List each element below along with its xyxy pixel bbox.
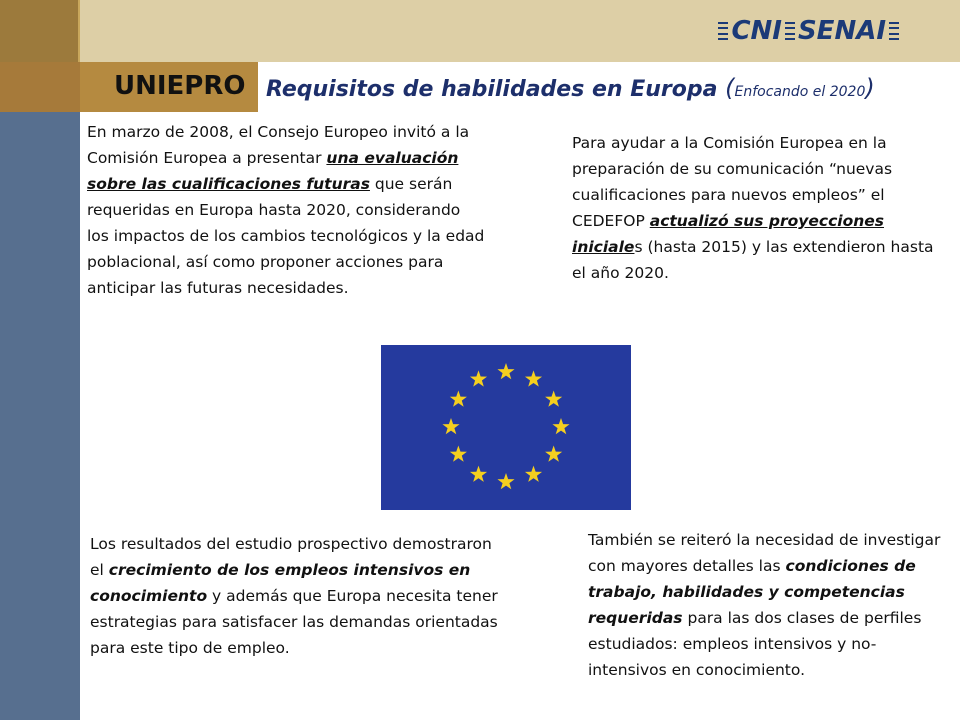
left-side-bar bbox=[0, 112, 80, 720]
left-corner-block bbox=[0, 0, 80, 62]
org-label-box bbox=[80, 62, 258, 112]
paragraph-council: En marzo de 2008, el Consejo Europeo invitó a la Comisión Europea a presentar una evaluación sobre las cualificaciones futuras que serán requeridas en Europa hasta 2020, considerando los impactos de los cambios tecnológicos y la edad poblacional, así como proponer acciones para anticipar las futuras necesidades. bbox=[87, 123, 485, 297]
flag-star-icon bbox=[470, 370, 487, 386]
flag-star-icon bbox=[545, 446, 562, 462]
flag-star-icon bbox=[525, 370, 542, 386]
top-band bbox=[80, 0, 960, 62]
cni-senai-logo bbox=[715, 16, 902, 46]
flag-star-icon bbox=[470, 466, 487, 482]
title-paren-close: ) bbox=[865, 74, 875, 102]
flag-star-icon bbox=[450, 391, 467, 407]
eu-flag-icon bbox=[381, 345, 631, 510]
paragraph-research: También se reiteró la necesidad de investigar con mayores detalles las condiciones de trabajo, habilidades y competencias requeridas para las dos clases de perfiles estudiados: empleos intensivos y no-intensivos en conocimiento. bbox=[588, 531, 941, 679]
flag-star-icon bbox=[497, 363, 514, 379]
org-label: UNIEPRO bbox=[114, 71, 246, 101]
title-sub: Enfocando el 2020 bbox=[734, 84, 866, 100]
flag-star-icon bbox=[442, 418, 459, 434]
paragraph-cedefop: Para ayudar a la Comisión Europea en la preparación de su comunicación “nuevas cualificaciones para nuevos empleos” el CEDEFOP actualizó sus proyecciones iniciales (hasta 2015) y las extendieron hasta el año 2020. bbox=[572, 134, 934, 282]
flag-star-icon bbox=[497, 473, 514, 489]
emphasis-growth: crecimiento de los empleos intensivos en conocimiento bbox=[90, 561, 471, 605]
emphasis-conditions: condiciones de trabajo, habilidades y competencias requeridas bbox=[588, 557, 916, 627]
logo-cni: CNI bbox=[731, 16, 782, 46]
logo-senai: SENAI bbox=[797, 16, 886, 46]
slide-title bbox=[266, 74, 875, 102]
emphasis-evaluation: una evaluación sobre las cualificaciones futuras bbox=[87, 149, 459, 193]
flag-star-icon bbox=[545, 391, 562, 407]
flag-star-icon bbox=[525, 466, 542, 482]
flag-star-icon bbox=[552, 418, 569, 434]
left-gold-block bbox=[0, 62, 80, 112]
title-band bbox=[258, 62, 960, 112]
title-main: Requisitos de habilidades en Europa bbox=[266, 77, 718, 102]
emphasis-projections: actualizó sus proyecciones iniciale bbox=[572, 212, 884, 256]
title-paren-open: ( bbox=[725, 74, 735, 102]
paragraph-results: Los resultados del estudio prospectivo demostraron el crecimiento de los empleos intensivos en conocimiento y además que Europa necesita tener estrategias para satisfacer las demandas orientadas para este tipo de empleo. bbox=[90, 535, 498, 657]
flag-star-icon bbox=[450, 446, 467, 462]
